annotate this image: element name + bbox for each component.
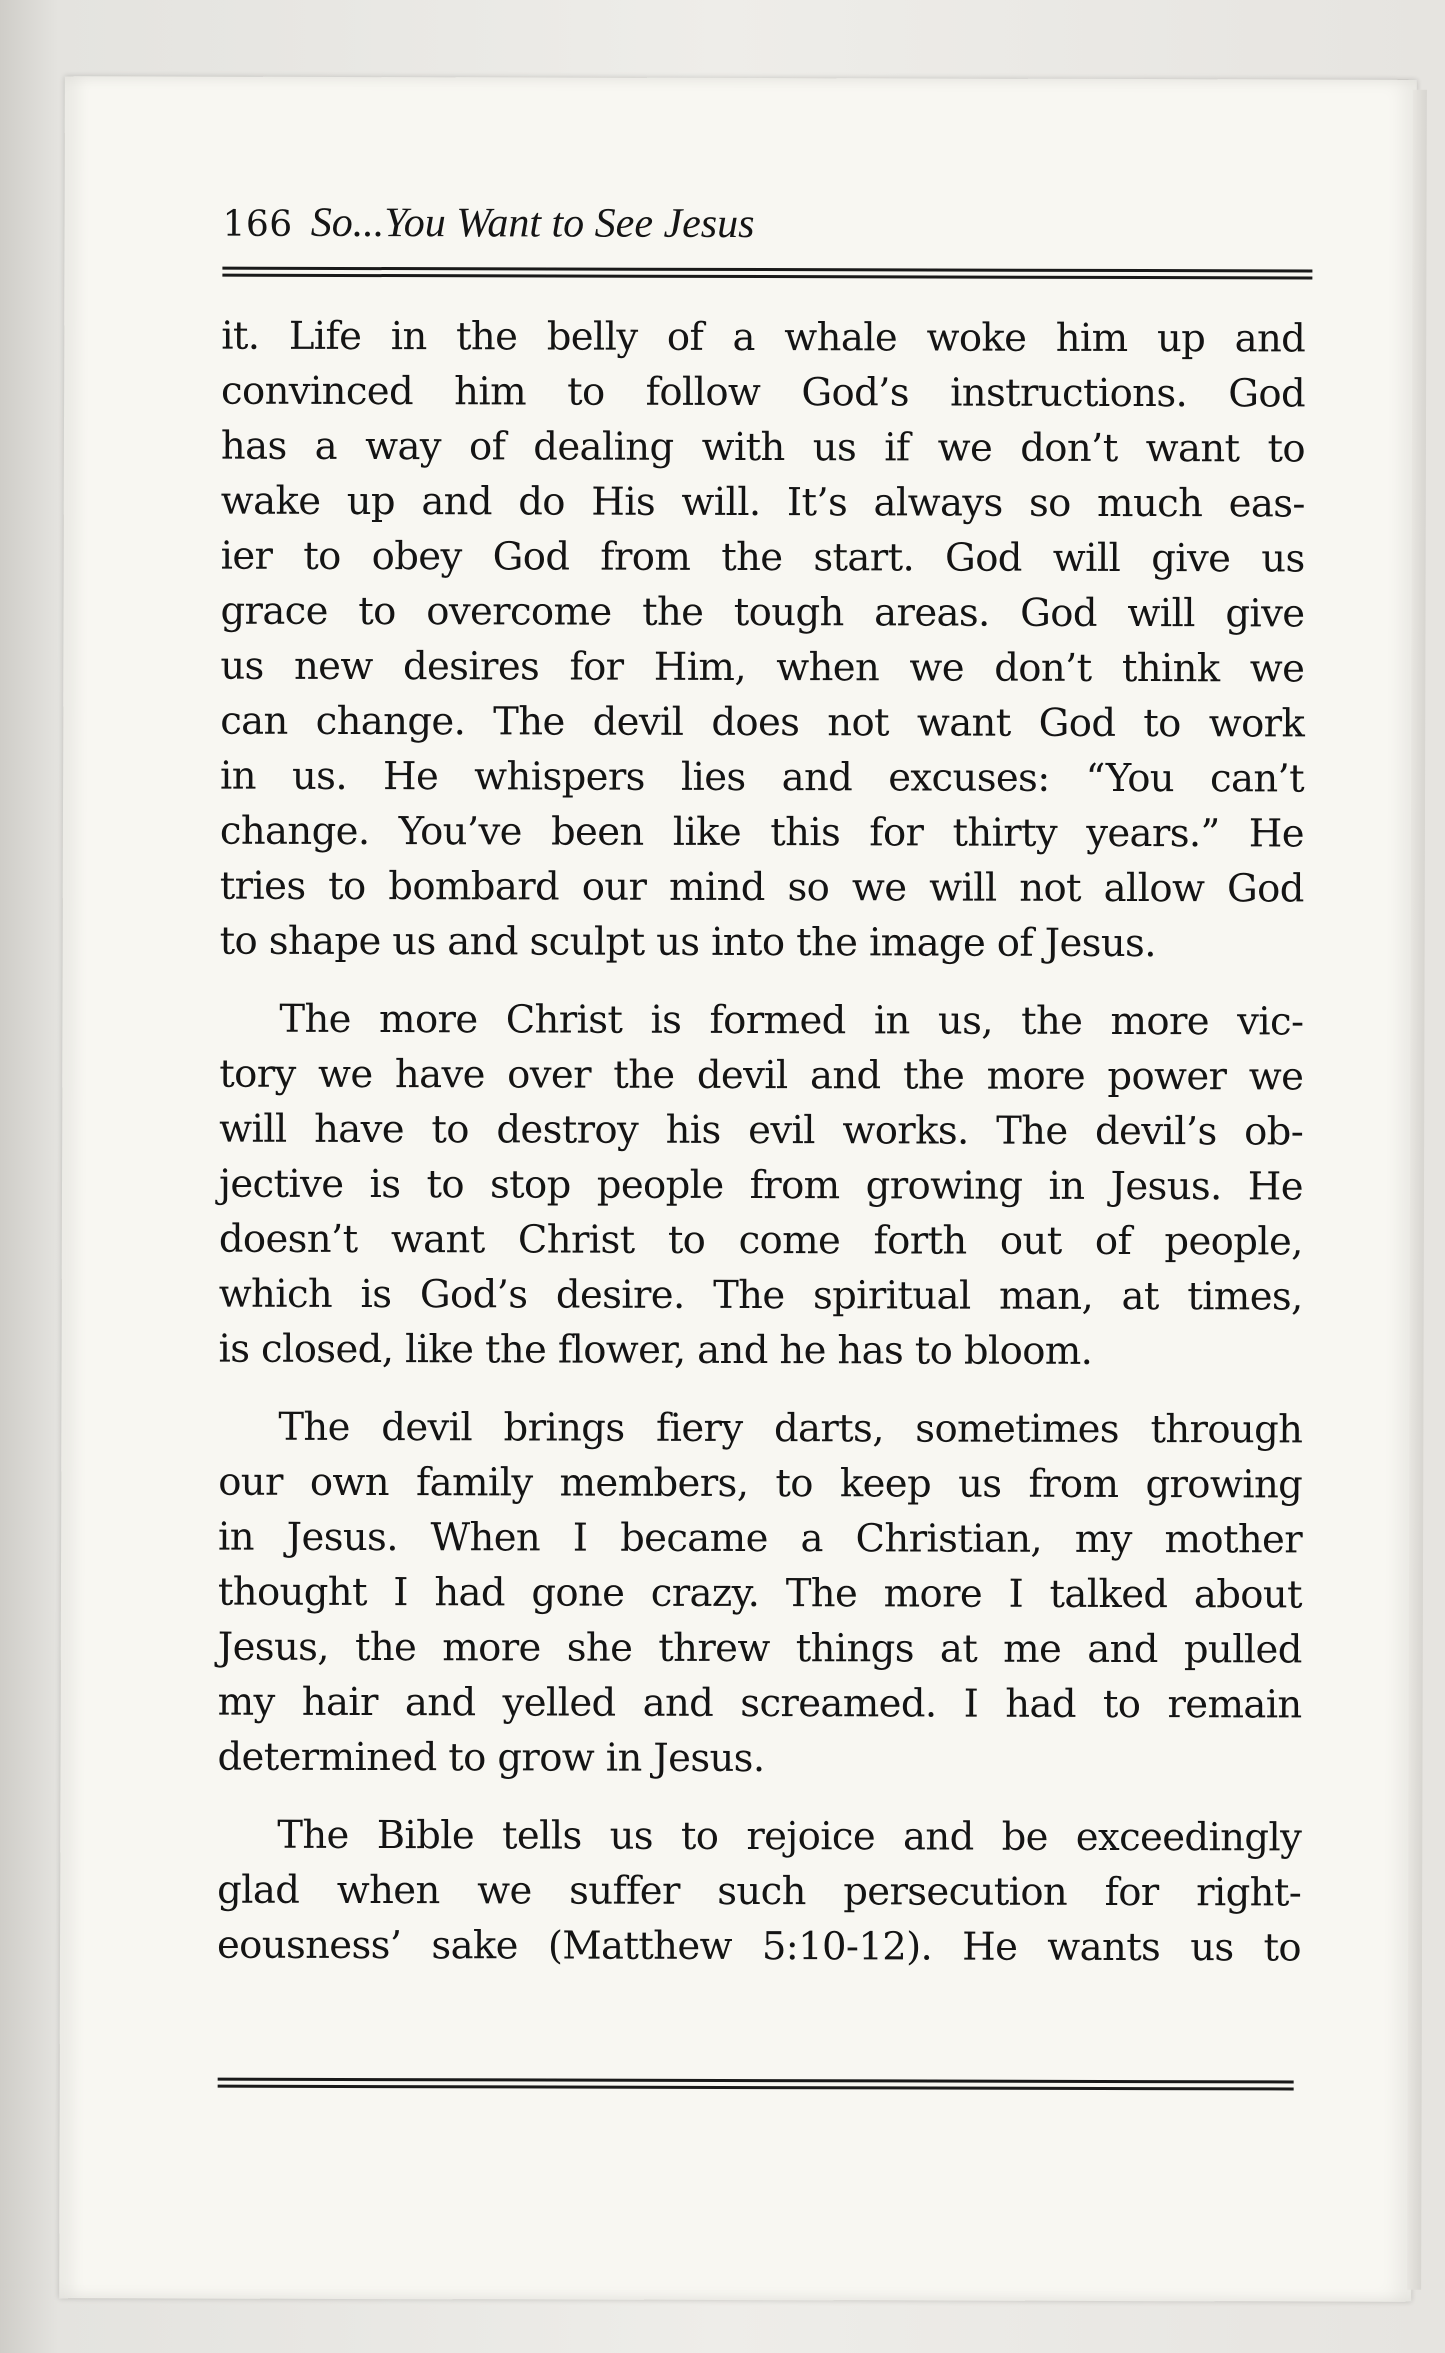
header-rule bbox=[222, 267, 1312, 273]
text-line: change. You’ve been like this for thirty years.” He bbox=[219, 808, 1304, 857]
text-line: grace to overcome the tough areas. God will give bbox=[220, 588, 1305, 637]
text-line: which is God’s desire. The spiritual man, at times, bbox=[218, 1271, 1303, 1320]
text-line: can change. The devil does not want God to work bbox=[220, 698, 1305, 747]
text-line: will have to destroy his evil works. The devil’s ob- bbox=[219, 1106, 1304, 1155]
text-line: ier to obey God from the start. God will give us bbox=[220, 533, 1305, 582]
text-line: thought I had gone crazy. The more I talked about bbox=[217, 1569, 1302, 1618]
text-line: our own family members, to keep us from growing bbox=[218, 1459, 1303, 1508]
body-text bbox=[217, 309, 1306, 2072]
text-line: convinced him to follow God’s instructions. God bbox=[221, 368, 1306, 417]
text-line: wake up and do His will. It’s always so much eas- bbox=[220, 478, 1305, 527]
text-line: tries to bombard our mind so we will not allow God bbox=[219, 863, 1304, 912]
text-line: doesn’t want Christ to come forth out of people, bbox=[218, 1216, 1303, 1265]
paragraph bbox=[217, 1400, 1302, 1788]
paragraph bbox=[220, 309, 1306, 972]
text-line: eousness’ sake (Matthew 5:10-12). He wants us to bbox=[216, 1922, 1302, 1971]
paragraph bbox=[217, 1808, 1301, 1976]
paragraph bbox=[219, 992, 1304, 1380]
text-line: The more Christ is formed in us, the more vic- bbox=[279, 996, 1304, 1045]
text-line: The Bible tells us to rejoice and be exceedingly bbox=[277, 1812, 1302, 1861]
text-line: in us. He whispers lies and excuses: “You can’t bbox=[220, 753, 1305, 802]
text-line: glad when we suffer such persecution for right- bbox=[217, 1867, 1302, 1916]
text-line: is closed, like the flower, and he has to bloom. bbox=[218, 1326, 1093, 1374]
running-head bbox=[222, 199, 1312, 262]
text-line: The devil brings fiery darts, sometimes through bbox=[278, 1404, 1303, 1453]
page-number: 166 bbox=[222, 203, 293, 245]
text-line: Jesus, the more she threw things at me and pulled bbox=[217, 1624, 1302, 1673]
text-line: to shape us and sculpt us into the image of Jesus. bbox=[219, 918, 1156, 967]
footer-rule bbox=[218, 2078, 1294, 2084]
text-line: jective is to stop people from growing in Jesus. He bbox=[218, 1161, 1304, 1210]
book-title: So...You Want to See Jesus bbox=[310, 199, 755, 248]
text-line: it. Life in the belly of a whale woke him up and bbox=[221, 313, 1306, 362]
text-line: has a way of dealing with us if we don’t want to bbox=[220, 423, 1305, 472]
book-page bbox=[59, 76, 1417, 2302]
text-line: determined to grow in Jesus. bbox=[217, 1734, 765, 1782]
text-line: in Jesus. When I became a Christian, my mother bbox=[218, 1514, 1303, 1563]
text-line: us new desires for Him, when we don’t think we bbox=[220, 643, 1305, 692]
text-line: my hair and yelled and screamed. I had to remain bbox=[217, 1679, 1302, 1728]
text-line: tory we have over the devil and the more power we bbox=[219, 1051, 1304, 1100]
